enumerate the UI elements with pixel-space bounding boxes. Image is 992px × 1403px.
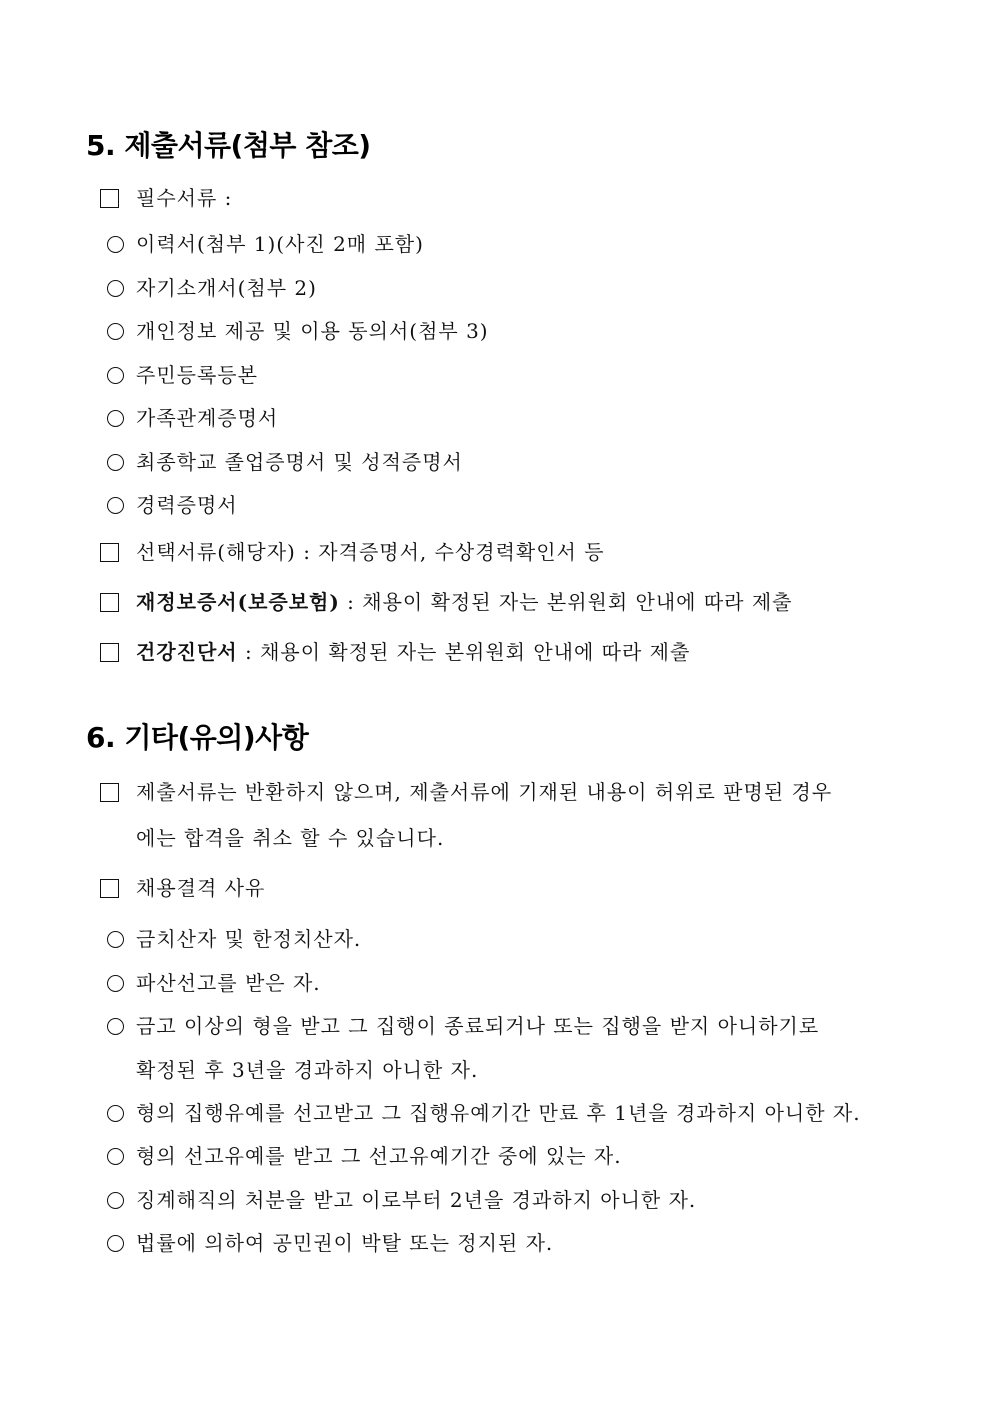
circle-bullet-icon bbox=[107, 1235, 124, 1252]
disqualify-item: 법률에 의하여 공민권이 박탈 또는 정지된 자. bbox=[136, 1231, 554, 1255]
circle-bullet-icon bbox=[107, 280, 124, 297]
circle-bullet-icon bbox=[107, 236, 124, 253]
checkbox-square-icon bbox=[100, 593, 119, 612]
guarantee-term: 재정보증서(보증보험) bbox=[136, 590, 340, 614]
required-doc-item: 가족관계증명서 bbox=[136, 406, 279, 430]
notice-line-1: 제출서류는 반환하지 않으며, 제출서류에 기재된 내용이 허위로 판명된 경우 bbox=[136, 780, 833, 804]
required-doc-item: 주민등록등본 bbox=[136, 363, 258, 387]
guarantee-desc: : 채용이 확정된 자는 본위원회 안내에 따라 제출 bbox=[339, 590, 793, 614]
disqualify-item: 형의 선고유예를 받고 그 선고유예기간 중에 있는 자. bbox=[136, 1144, 622, 1168]
circle-bullet-icon bbox=[107, 497, 124, 514]
disqualify-item: 징계해직의 처분을 받고 이로부터 2년을 경과하지 아니한 자. bbox=[136, 1188, 697, 1212]
disqualify-label: 채용결격 사유 bbox=[136, 876, 266, 900]
notice-line-2: 에는 합격을 취소 할 수 있습니다. bbox=[136, 826, 445, 850]
required-doc-item: 자기소개서(첨부 2) bbox=[136, 276, 317, 300]
health-term: 건강진단서 bbox=[136, 640, 238, 664]
checkbox-square-icon bbox=[100, 643, 119, 662]
checkbox-square-icon bbox=[100, 879, 119, 898]
required-doc-item: 개인정보 제공 및 이용 동의서(첨부 3) bbox=[136, 319, 489, 343]
required-doc-item: 경력증명서 bbox=[136, 493, 238, 517]
disqualify-item: 파산선고를 받은 자. bbox=[136, 971, 321, 995]
health-desc: : 채용이 확정된 자는 본위원회 안내에 따라 제출 bbox=[237, 640, 691, 664]
section6-title: 6. 기타(유의)사항 bbox=[86, 721, 309, 754]
guarantee-docs-line bbox=[136, 590, 793, 614]
checkbox-square-icon bbox=[100, 543, 119, 562]
circle-bullet-icon bbox=[107, 323, 124, 340]
circle-bullet-icon bbox=[107, 1018, 124, 1035]
circle-bullet-icon bbox=[107, 367, 124, 384]
disqualify-item: 형의 집행유예를 선고받고 그 집행유예기간 만료 후 1년을 경과하지 아니한 자. bbox=[136, 1101, 861, 1125]
disqualify-item-continuation: 확정된 후 3년을 경과하지 아니한 자. bbox=[136, 1058, 479, 1082]
circle-bullet-icon bbox=[107, 454, 124, 471]
circle-bullet-icon bbox=[107, 1148, 124, 1165]
circle-bullet-icon bbox=[107, 931, 124, 948]
checkbox-square-icon bbox=[100, 783, 119, 802]
checkbox-square-icon bbox=[100, 189, 119, 208]
required-doc-item: 이력서(첨부 1)(사진 2매 포함) bbox=[136, 232, 424, 256]
circle-bullet-icon bbox=[107, 410, 124, 427]
disqualify-item: 금고 이상의 형을 받고 그 집행이 종료되거나 또는 집행을 받지 아니하기로 bbox=[136, 1014, 820, 1038]
circle-bullet-icon bbox=[107, 1105, 124, 1122]
required-docs-label: 필수서류 : bbox=[136, 186, 233, 210]
required-doc-item: 최종학교 졸업증명서 및 성적증명서 bbox=[136, 450, 463, 474]
circle-bullet-icon bbox=[107, 1192, 124, 1209]
section5-title: 5. 제출서류(첨부 참조) bbox=[86, 129, 371, 162]
disqualify-item: 금치산자 및 한정치산자. bbox=[136, 927, 362, 951]
health-docs-line bbox=[136, 640, 690, 664]
optional-docs-line: 선택서류(해당자) : 자격증명서, 수상경력확인서 등 bbox=[136, 540, 605, 564]
circle-bullet-icon bbox=[107, 975, 124, 992]
